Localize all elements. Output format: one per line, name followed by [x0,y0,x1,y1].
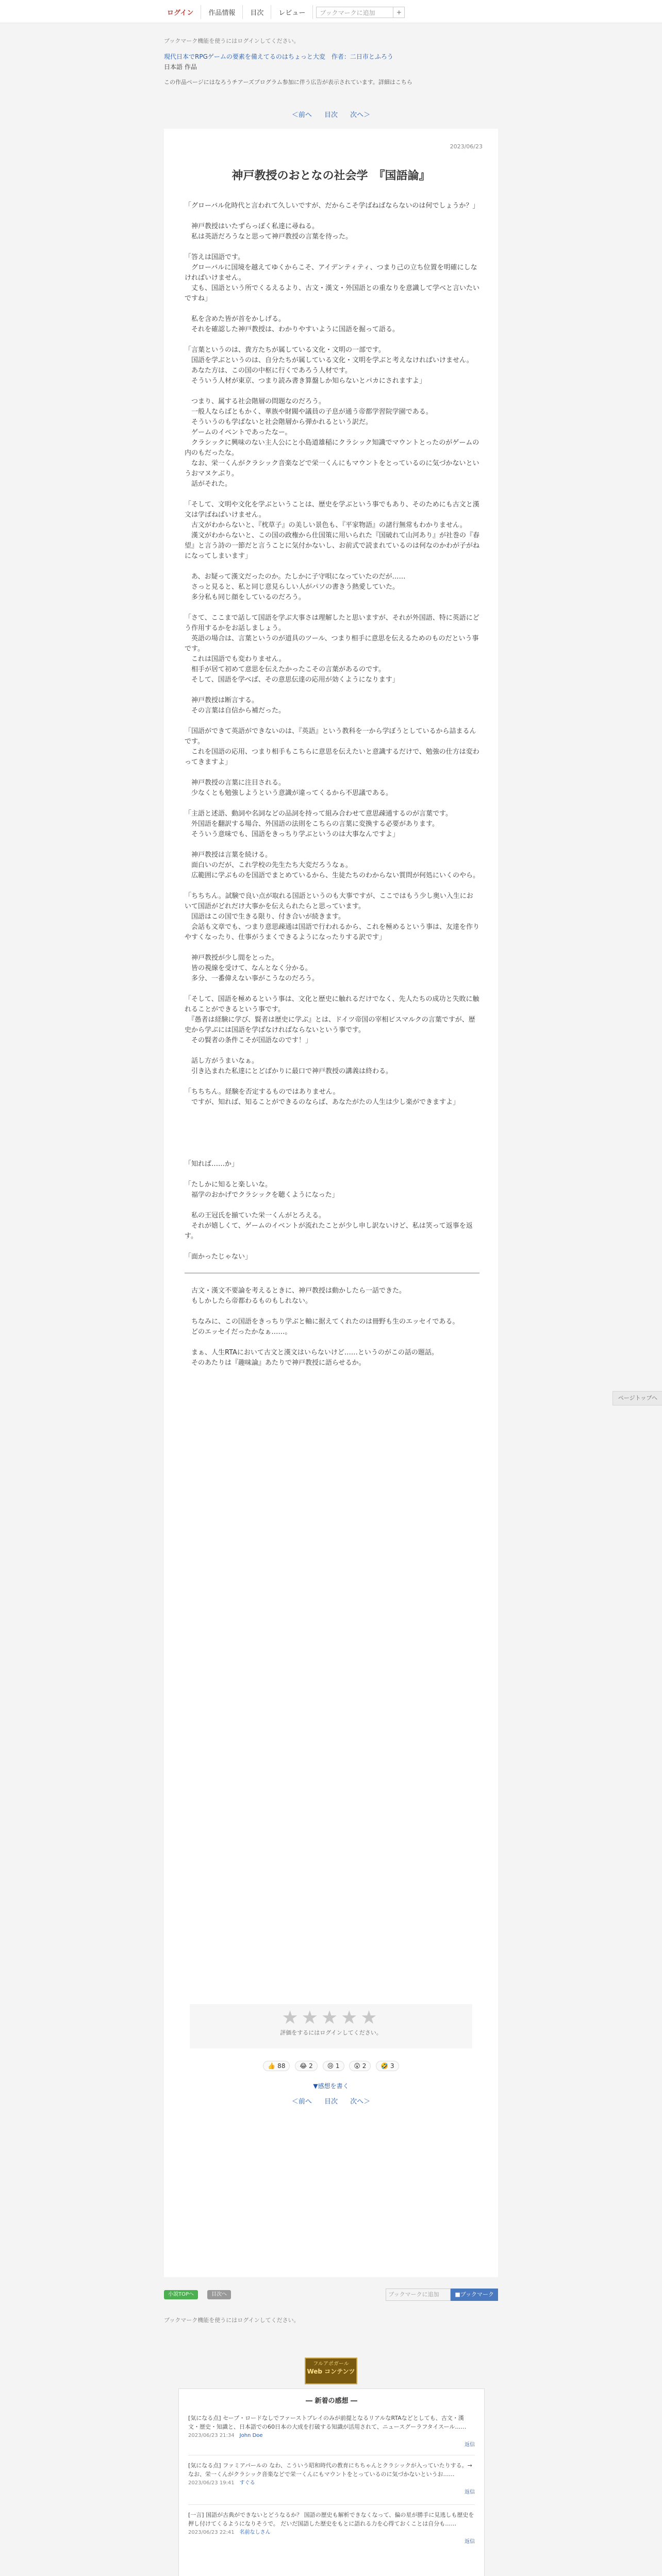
reaction-thumbs[interactable]: 👍 88 [263,2061,290,2071]
episode-paragraph: 「そして、国語を極めるという事は、文化と歴史に触れるだけでなく、先人たちの成功と失敗に触れることができるという事です。 『愚者は経験に学び、賢者は歴史に学ぶ』とは、ドイツ帝国の宰相ビスマルクの言葉ですが、歴史から学ぶには国語を学ばなければならないという事です。 その賢者の条件こそが国語なのです！」 [185,995,479,1044]
lower-login-notice: ブックマーク機能を使うにはログインしてください。 [164,2317,300,2324]
episode-paragraph: 「そして、文明や文化を学ぶということは、歴史を学ぶという事でもあり、そのためにも古文と漢文は学ばねばいけません。 古文がわからないと、『枕草子』の美しい景色も、『平家物語』の諸行無常もわかりません。 漢文がわからないと、この国の政権から仕国策に用いられた『国破れて山河あり』が社巻の『春望』と言う詩の一節だと言うことに気付かないし、お前式で読まれているのは何なのかわが子がねになってしまいます」 [185,501,480,560]
afterword-divider [185,1273,479,1274]
toc-link[interactable]: 目次 [324,111,338,119]
rating-box [190,2004,472,2048]
bookmark-input-bottom[interactable]: ブックマークに追加 [386,2289,451,2301]
episode-paragraph: 「答えは国語です。 グローバルに国境を越えてゆくからこそ、アイデンティティ、つまり己の立ち位置を明確にしなければいけません。 丈も、国語という所でくるえるより、古文・漢文・外国語との重なりを意識して学べと言いたいですね」 [185,253,480,302]
tool-row [164,2289,498,2304]
review-item [188,2414,475,2448]
series-title[interactable]: 現代日本でRPGゲームの要素を備えてるのはちょっと大変 作者：二日市とふろう [164,53,393,60]
afterword-paragraph: 古文・漢文不要論を考えるときに、神戸教授は動かしたら一話できた。 もしかしたら帝都わるものもしれない。 [191,1287,406,1305]
review-reply-link[interactable]: 返信 [465,2442,475,2448]
write-review-link[interactable]: ▼感想を書く [313,2082,349,2090]
episode-paragraph: 「グローバル化時代と言われて久しいですが、だからこそ学ばねばならないのは何でしょうか？」 [185,202,479,210]
banner-line-2: Web コンテンツ [307,2368,355,2375]
episode-paragraph: 話し方がうまいなぁ。 引き込まれた私達にとどばかりに最口で神戸教授の講義は終わる。 [191,1057,393,1075]
ad-notice: この作品ページにはなろうチアーズプログラム参加に伴う広告が表示されています。詳細はこちら [164,79,412,86]
episode-paragraph: 「言葉というのは、貴方たちが属している文化・文明の一部です。 国語を学ぶというのは、自分たちが属している文化・文明を学ぶと考えなければいけません。 あなた方は、この国の中枢に行くであろう人材です。 そういう人材が東京、つまり読み書き算盤しか知らないとパカにされますよ」 [185,346,473,385]
review-date: 2023/06/23 19:41 [188,2480,235,2486]
next-link-bottom[interactable]: 次へ＞ [350,2098,371,2106]
prev-link[interactable]: ＜前へ [291,111,312,119]
reaction-rofl[interactable]: 🤣 3 [376,2061,399,2071]
review-user[interactable]: John Doe [239,2433,263,2438]
episode-paragraph: 「ちちちん。試験で良い点が取れる国語というのも大事ですが、ここではもう少し奥い入生において国語がどれだけ大事かを伝えられたらと思っています。 国語はこの国で生きる限り、付き合いが続きます。 会話も文章でも、つまり意思疎通は国語で行われるから、これを極めるという事は、友達を作りやすくなったり、仕事がうまくできるようになったりする訳です」 [185,892,480,941]
top-nav [164,5,405,19]
bookmark-input[interactable]: ブックマークに追加 [316,7,393,18]
toc-chip[interactable]: 目次へ [207,2290,231,2299]
review-date: 2023/06/23 21:34 [188,2433,235,2438]
web-content-banner[interactable] [305,2358,357,2384]
episode-paragraph: 「さて、ここまで話して国語を学ぶ大事さは理解したと思いますが、それが外国語、特に英語にどう作用するかをお話しましょう。 英語の場合は、言葉というのが道具のツール、つまり相手に意思を伝えるためのものだという事です。 これは国語でも変わりません。 相手が居て初めて意思を伝えたかったこその言葉があるのです。 そして、国語を学べば、その意思伝達の応用が効くようになります」 [185,614,479,684]
episode-paragraph: 「国語ができて英語ができないのは、『英語』という教科を一から学ぼうとしているから詰まるんです。 これを国語の応用、つまり相手もこちらに意思を伝えたいと意識するだけで、勉強の仕方は変わってきますよ」 [185,727,479,766]
review-user[interactable]: 名前なしさん [239,2530,271,2535]
episode-paragraph: あ、お疑って漢文だったのか。たしかに子守唄になっていたのだが…… さっと見ると、私と同じ意見らしい人がパソの書きう熱愛していた。 多分私も同じ顔をしているのだろう。 [191,573,406,601]
novel-top-chip[interactable]: 小説TOPへ [164,2290,198,2299]
episode-paragraph: 私を含めた皆が首をかしげる。 それを確認した神戸教授は、わかりやすいように国語を掘って語る。 [191,315,400,333]
review-text: [一言] 国語が古典ができないとどうなるか？ 国語の歴史も解析できなくなって、偏の星が勝手に見逃しも歴史を押し付けてくるようになりそうで。 だいだ国語した歴史をもとに語れる力を心得ておくことは自分も…… [188,2512,474,2527]
bookmark-area [386,2289,498,2301]
episode-paragraph [185,1118,479,1149]
episode-body [185,201,479,1379]
episode-title: 神戸教授のおとなの社会学 『国語論』 [231,170,431,182]
reviews-heading: ― 新着の感想 ― [305,2397,358,2405]
episode-paragraph: 神戸教授は言葉を続ける。 面白いのだが、これ学校の先生たち大変だろうなぁ。 広範囲に学ぶものを国語でまとめているから、生徒たちのわからない質問が何処にいくのやら。 [191,851,480,879]
bookmark-add-icon[interactable]: + [393,7,405,18]
nav-login[interactable]: ログイン [164,5,201,19]
review-item [188,2461,475,2495]
episode-panel [164,129,498,2277]
reaction-row [164,2061,498,2071]
recent-reviews [178,2388,485,2576]
reaction-wow[interactable]: 😮 2 [349,2061,371,2071]
episode-paragraph: 「ちちちん。経験を否定するものではありません。 ですが、知れば、知ることができるのならば、あなたがたの人生は少し楽ができますよ」 [185,1088,460,1106]
episode-paragraph: 神戸教授は断言する。 その言葉は自信から補だった。 [191,697,286,715]
review-date: 2023/06/23 22:41 [188,2530,235,2535]
banner-line-1: フルアポガール [313,2361,349,2367]
episode-paragraph: 私の王冠氏を揃ていた栄一くんがとろえる。 それが嬉しくて、ゲームのイベントが流れたことが少し申し訳ないけど、私は笑って返事を返す。 [185,1212,473,1240]
nav-novel-info[interactable]: 作品情報 [201,5,243,19]
rating-stars[interactable]: ★★★★★ [282,2007,380,2028]
reaction-cry[interactable]: 😢 1 [323,2061,344,2071]
episode-date: 2023/06/23 [450,143,483,150]
review-item [188,2511,475,2545]
novel-header [164,36,499,88]
episode-paragraph: 神戸教授の言葉に注目される。 少なくとも勉強しようという意識が違ってくるから不思議である。 [191,779,393,797]
nav-toc[interactable]: 目次 [243,5,271,19]
next-link[interactable]: 次へ＞ [350,111,371,119]
afterword-paragraph: まぁ、人生RTAにおいて古文と漢文はいらないけど……というのがこの話の題話。 そのあたりは『趣味論』あたりで神戸教授に語らせるか。 [191,1349,438,1367]
episode-paragraph: 神戸教授が少し間をとった。 皆の視線を受けて、なんとなく分かる。 多分、一番偉えない事がこうなのだろう。 [191,954,319,982]
login-notice: ブックマーク機能を使うにはログインしてください。 [164,38,300,44]
episode-paragraph: 「面かったじゃない」 [185,1253,252,1261]
rating-caption: 評価をするにはログインしてください。 [280,2029,382,2036]
series-author: 日本語 作品 [164,63,197,71]
episode-paragraph: つまり、属する社会階層の問題なのだろう。 一般人ならばともかく、華族や財閥や議員の子息が通う帝都学習院学園である。 そういうのも学ばないと社会階層から弾かれるという訳だ。 ゲームのイベントであったなー。 クラシックに興味のない主人公にと小島道雄稲にクラシック知識でマウントとったのがゲームの内のもだったな。 なお、栄一くんがクラシック音楽などで栄一くんにもマウントをとっているのに気づかないというおマヌケぶり。 話がそれた。 [185,398,479,488]
review-user[interactable]: すぐる [239,2480,255,2486]
episode-paragraph: 「主語と述語、動詞や名詞などの品詞を持って組み合わせて意思疎通するのが言葉です。 外国語を翻訳する場合、外国語の法則をこちらの言葉に変換する必要があります。 そういう意味でも、国語をきっちり学ぶというのは大事なんですよ」 [185,810,452,838]
nav-review[interactable]: レビュー [271,5,313,19]
bookmark-button[interactable]: ■ブックマーク [451,2289,498,2301]
afterword-paragraph: ちなみに、この国語をきっちり学ぶと軸に据えてくれたのは冊野も生のエッセイである。 どのエッセイだったかなぁ……。 [191,1318,459,1336]
episode-paragraph: 「知れば……か」 [185,1160,239,1168]
review-reply-link[interactable]: 返信 [465,2489,475,2495]
reaction-laugh[interactable]: 😂 2 [295,2061,317,2071]
page-top-button[interactable]: ページトップへ [613,1391,662,1405]
pager-top [0,109,662,119]
prev-link-bottom[interactable]: ＜前へ [291,2098,312,2106]
episode-paragraph: 神戸教授はいたずらっぽく私達に尋ねる。 私は英語だろうなと思って神戸教授の言葉を待った。 [191,223,353,241]
top-bar [0,0,662,23]
pager-bottom [164,2096,498,2106]
review-text: [気になる点] セーブ・ロードなしでファーストプレイのみが前提となるリアルなRTAなどとしても、古文・漢文・歴史・知識と、日本語での60日本の大成を打破する知識が活用されて、ニュースグーラフタイスール…… [188,2415,467,2430]
review-text: [気になる点] ファミアパールの なわ、こういう昭和時代の教育にちちゃんとクラシックが入っていたりする。→ なお、栄一くんがクラシック音楽などで栄一くんにもマウントをとっているのに気づかないというお…… [188,2462,472,2478]
review-reply-link[interactable]: 返信 [465,2539,475,2545]
episode-paragraph: 「たしかに知ると楽しいな。 福学のおかげでクラシックを聴くようになった」 [185,1181,339,1199]
toc-link-bottom[interactable]: 目次 [324,2098,338,2106]
review-divider [188,2504,475,2505]
